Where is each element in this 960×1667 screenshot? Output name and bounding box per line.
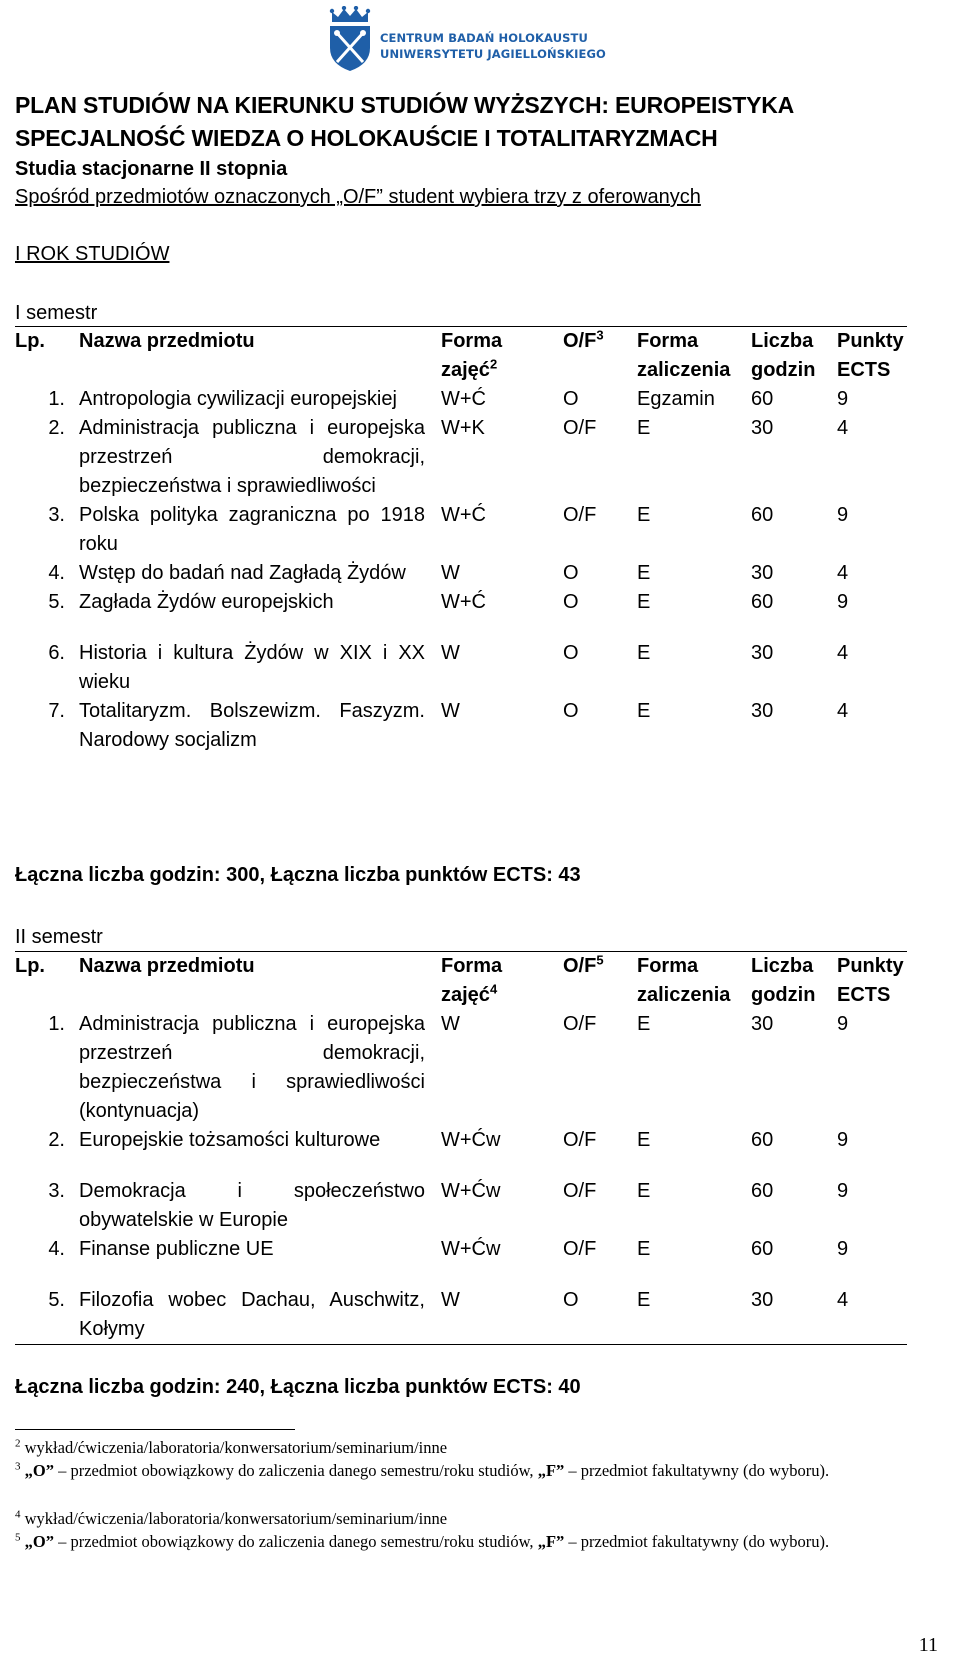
table-row <box>15 697 907 755</box>
table-spacer <box>15 1155 907 1177</box>
table-row <box>15 1010 907 1126</box>
row-ects: 9 <box>837 591 849 613</box>
row-of: O/F <box>563 417 597 439</box>
row-forma: W+Ćw <box>441 1238 501 1260</box>
header-godz: Liczba godzin <box>751 952 837 1011</box>
row-zal: E <box>637 642 651 664</box>
row-of: O/F <box>563 1013 597 1035</box>
header-zal: Forma zaliczenia <box>637 327 751 386</box>
row-forma: W+Ćw <box>441 1129 501 1151</box>
semester-2-title: II semestr <box>15 926 103 948</box>
row-godz: 60 <box>751 504 774 526</box>
footnote-number: 2 <box>15 1437 21 1450</box>
footnote-ref: 4 <box>489 981 498 997</box>
header-lp: Lp. <box>15 952 79 1011</box>
row-godz: 60 <box>751 1238 774 1260</box>
header-of-label: O/F <box>563 330 597 352</box>
table-row <box>15 414 907 501</box>
row-lp: 1. <box>48 388 65 410</box>
table-row <box>15 1286 907 1345</box>
table-row <box>15 639 907 697</box>
row-godz: 30 <box>751 1013 774 1035</box>
semester-2-table <box>15 951 907 1345</box>
table-row <box>15 1235 907 1264</box>
university-logo <box>328 6 628 72</box>
year-heading: I ROK STUDIÓW <box>15 243 170 265</box>
row-of: O <box>563 591 579 613</box>
instruction-text: Spośród przedmiotów oznaczonych „O/F” student wybiera trzy z oferowanych <box>15 186 701 208</box>
logo-line-2: UNIWERSYTETU JAGIELLOŃSKIEGO <box>380 47 606 61</box>
footnote-text: wykład/ćwiczenia/laboratoria/konwersatorium/seminarium/inne <box>24 1509 448 1528</box>
footnote-number: 5 <box>15 1531 21 1544</box>
semester-2-summary: Łączna liczba godzin: 240, Łączna liczba punktów ECTS: 40 <box>15 1376 581 1398</box>
footnote-o-marker: „O” <box>24 1461 54 1480</box>
table-header-row <box>15 327 907 386</box>
row-name: Finanse publiczne UE <box>79 1238 274 1260</box>
row-zal: E <box>637 1238 651 1260</box>
row-ects: 4 <box>837 417 849 439</box>
row-ects: 4 <box>837 562 849 584</box>
row-forma: W+Ćw <box>441 1180 501 1202</box>
semester-1-table <box>15 326 907 755</box>
header-lp: Lp. <box>15 327 79 386</box>
crest-icon <box>328 6 372 72</box>
header-ects: Punkty ECTS <box>837 952 907 1011</box>
row-zal: Egzamin <box>637 388 715 410</box>
semester-1-summary: Łączna liczba godzin: 300, Łączna liczba punktów ECTS: 43 <box>15 864 581 886</box>
footnote-o-marker: „O” <box>24 1532 54 1551</box>
footnote-ref: 3 <box>596 327 604 343</box>
footnote-number: 3 <box>15 1460 21 1473</box>
row-lp: 6. <box>48 642 65 664</box>
page-title-line-2: SPECJALNOŚĆ WIEDZA O HOLOKAUŚCIE I TOTALITARYZMACH <box>15 125 718 151</box>
table-row <box>15 588 907 617</box>
table-row <box>15 501 907 559</box>
row-lp: 1. <box>48 1013 65 1035</box>
row-lp: 2. <box>48 417 65 439</box>
row-zal: E <box>637 1129 651 1151</box>
page-subtitle: Studia stacjonarne II stopnia <box>15 158 288 180</box>
row-forma: W+Ć <box>441 388 486 410</box>
page-number: 11 <box>918 1634 938 1656</box>
row-zal: E <box>637 504 651 526</box>
row-godz: 60 <box>751 1129 774 1151</box>
row-of: O/F <box>563 504 597 526</box>
row-of: O <box>563 388 579 410</box>
row-lp: 5. <box>48 591 65 613</box>
table-spacer <box>15 1264 907 1286</box>
header-forma <box>441 952 563 1011</box>
row-of: O <box>563 1286 637 1345</box>
row-name: Totalitaryzm. Bolszewizm. Faszyzm. Narodowy socjalizm <box>79 700 425 751</box>
header-forma-label: Forma zajęć <box>441 955 503 1006</box>
row-godz: 60 <box>751 1180 774 1202</box>
row-ects: 9 <box>837 504 849 526</box>
spacer-cell <box>15 1264 907 1286</box>
row-zal: E <box>637 1286 751 1345</box>
row-godz: 30 <box>751 562 774 584</box>
footnote-4 <box>15 1508 885 1529</box>
row-name: Antropologia cywilizacji europejskiej <box>79 388 397 410</box>
header-of <box>563 327 637 386</box>
row-name: Polska polityka zagraniczna po 1918 roku <box>79 504 425 555</box>
table-row <box>15 1177 907 1235</box>
header-forma <box>441 327 563 386</box>
footnote-2 <box>15 1437 885 1458</box>
row-name: Demokracja i społeczeństwo obywatelskie w Europie <box>79 1180 425 1231</box>
footnote-f-marker: „F” <box>537 1532 565 1551</box>
row-forma: W <box>441 642 460 664</box>
row-godz: 60 <box>751 591 774 613</box>
row-godz: 30 <box>751 642 774 664</box>
row-ects: 9 <box>837 1238 849 1260</box>
row-ects: 4 <box>837 700 849 722</box>
row-of: O <box>563 562 579 584</box>
row-lp: 5. <box>15 1286 79 1345</box>
row-godz: 30 <box>751 417 774 439</box>
row-of: O/F <box>563 1180 597 1202</box>
row-lp: 4. <box>48 562 65 584</box>
row-zal: E <box>637 1013 651 1035</box>
row-lp: 4. <box>48 1238 65 1260</box>
row-godz: 30 <box>751 700 774 722</box>
row-lp: 2. <box>48 1129 65 1151</box>
row-forma: W <box>441 1013 460 1035</box>
row-forma: W <box>441 562 460 584</box>
footnote-text: – przedmiot obowiązkowy do zaliczenia danego semestru/roku studiów, <box>53 1532 538 1551</box>
row-forma: W+Ć <box>441 504 486 526</box>
table-spacer <box>15 617 907 639</box>
footnote-text-end: – przedmiot fakultatywny (do wyboru). <box>564 1461 830 1480</box>
table-header-row <box>15 952 907 1011</box>
row-name: Administracja publiczna i europejska przestrzeń demokracji, bezpieczeństwa i sprawiedliwości (kontynuacja) <box>79 1013 425 1122</box>
row-name: Administracja publiczna i europejska przestrzeń demokracji, bezpieczeństwa i sprawiedliwości <box>79 417 425 497</box>
logo-line-1: CENTRUM BADAŃ HOLOKAUSTU <box>380 31 588 45</box>
row-ects: 9 <box>837 1180 849 1202</box>
footnote-text: wykład/ćwiczenia/laboratoria/konwersatorium/seminarium/inne <box>24 1438 448 1457</box>
footnote-separator <box>15 1429 295 1430</box>
row-lp: 7. <box>48 700 65 722</box>
row-lp: 3. <box>48 1180 65 1202</box>
row-zal: E <box>637 591 651 613</box>
header-of-label: O/F <box>563 955 597 977</box>
row-zal: E <box>637 700 651 722</box>
header-name: Nazwa przedmiotu <box>79 952 441 1011</box>
footnote-f-marker: „F” <box>537 1461 565 1480</box>
row-lp: 3. <box>48 504 65 526</box>
row-zal: E <box>637 417 651 439</box>
table-row <box>15 385 907 414</box>
row-name: Zagłada Żydów europejskich <box>79 591 334 613</box>
row-name: Wstęp do badań nad Zagładą Żydów <box>79 562 406 584</box>
row-name: Historia i kultura Żydów w XIX i XX wieku <box>79 642 425 693</box>
row-name: Europejskie tożsamości kulturowe <box>79 1129 381 1151</box>
row-forma: W+Ć <box>441 591 486 613</box>
header-godz: Liczba godzin <box>751 327 837 386</box>
row-zal: E <box>637 562 651 584</box>
row-forma: W <box>441 700 460 722</box>
row-of: O/F <box>563 1238 597 1260</box>
footnote-5 <box>15 1531 885 1552</box>
row-ects: 9 <box>837 388 849 410</box>
header-forma-label: Forma zajęć <box>441 330 503 381</box>
row-ects: 4 <box>837 642 849 664</box>
footnote-ref: 5 <box>596 952 604 968</box>
logo-text <box>380 30 606 62</box>
row-ects: 9 <box>837 1129 849 1151</box>
row-godz: 60 <box>751 388 774 410</box>
header-of <box>563 952 637 1011</box>
row-forma: W <box>441 1286 563 1345</box>
row-of: O <box>563 642 579 664</box>
footnote-text-end: – przedmiot fakultatywny (do wyboru). <box>564 1532 830 1551</box>
row-godz: 30 <box>751 1286 837 1345</box>
row-ects: 9 <box>837 1013 849 1035</box>
header-ects: Punkty ECTS <box>837 327 907 386</box>
footnote-number: 4 <box>15 1508 21 1521</box>
page-title-line-1: PLAN STUDIÓW NA KIERUNKU STUDIÓW WYŻSZYCH: EUROPEISTYKA <box>15 92 795 118</box>
row-name: Filozofia wobec Dachau, Auschwitz, Kołymy <box>79 1286 441 1345</box>
row-of: O <box>563 700 579 722</box>
spacer-cell <box>15 617 907 639</box>
table-row <box>15 559 907 588</box>
footnote-text: – przedmiot obowiązkowy do zaliczenia danego semestru/roku studiów, <box>53 1461 538 1480</box>
footnote-3 <box>15 1460 885 1481</box>
header-zal: Forma zaliczenia <box>637 952 751 1011</box>
row-ects: 4 <box>837 1286 907 1345</box>
row-zal: E <box>637 1180 651 1202</box>
footnote-ref: 2 <box>489 356 498 372</box>
row-of: O/F <box>563 1129 597 1151</box>
table-row <box>15 1126 907 1155</box>
row-forma: W+K <box>441 417 485 439</box>
spacer-cell <box>15 1155 907 1177</box>
header-name: Nazwa przedmiotu <box>79 327 441 386</box>
semester-1-title: I semestr <box>15 302 98 324</box>
